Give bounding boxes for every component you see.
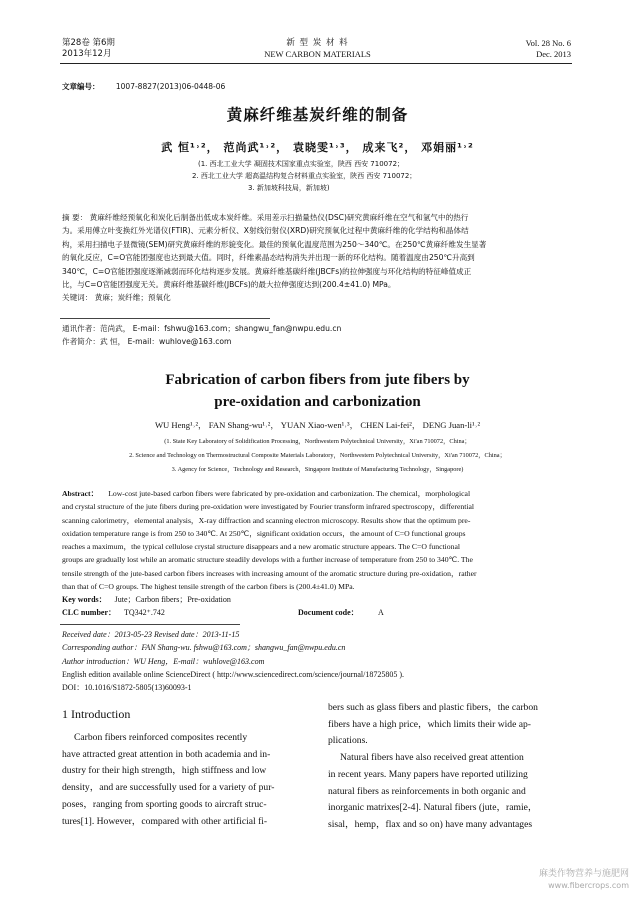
en-keywords: Jute；Carbon fibers；Pre-oxidation <box>114 595 231 604</box>
issue-line: 第28卷 第6期 <box>62 38 115 48</box>
intro-line: Natural fibers have also received great attention <box>328 752 524 764</box>
intro-line: fibers have a high price，which limits their wide ap- <box>328 718 532 730</box>
en-abstract-line: tensile strength of the jute-based carbon fibers increases with increasing amount of the aromatic structure during pre-oxidation，rather <box>62 568 477 578</box>
intro-line: natural fibers as reinforcements in both organic and <box>328 785 526 797</box>
en-meta-rule <box>60 624 240 625</box>
en-abstract-line: oxidation temperature range is from 250 to 340℃. At 250℃，significant oxidation occurs，the amount of C=O functional groups <box>62 528 466 538</box>
en-aff-1: (1. State Key Laboratory of Solidification Processing，Northwestern Polytechnical University，Xi'an 710072，China； <box>164 438 471 445</box>
cn-authors: 武 恒¹˒²， 范尚武¹˒²， 袁晓雯¹˒³， 成来飞²， 邓娟丽¹˒² <box>161 141 474 154</box>
cn-keywords: 关键词： 黄麻；炭纤维；预氧化 <box>62 293 171 303</box>
cn-author-intro: 作者简介：武 恒， E-mail：wuhlove@163.com <box>62 337 232 347</box>
en-abstract <box>62 487 578 593</box>
en-abstract-line: reaches a maximum，the typical cellulose crystal structure disappears and a new aromatic structure appears. The C=O functional <box>62 542 461 552</box>
intro-line: density，and are successfully used for a variety of pur- <box>62 782 275 794</box>
en-author-intro: Author introduction：WU Heng，E-mail：wuhlove@163.com <box>62 656 265 666</box>
intro-line: tures[1]. However，compared with other artificial fi- <box>62 815 268 827</box>
cn-aff-3: 3. 新加坡科技局，新加坡) <box>248 184 330 192</box>
cn-aff-1: (1. 西北工业大学 凝固技术国家重点实验室，陕西 西安 710072； <box>198 160 405 168</box>
en-meta <box>62 628 578 694</box>
journal-volume-en <box>526 38 571 60</box>
cn-contacts <box>62 322 578 349</box>
month-line: Dec. 2013 <box>536 49 571 59</box>
intro-line: inorganic matrixes[2-4]. Natural fibers (jute，ramie， <box>328 802 538 814</box>
received-dates: Received date：2013-05-23 Revised date：2013-11-15 <box>62 630 240 639</box>
cn-abstract-line: 摘 要： 黄麻纤维经预氧化和炭化后制备出低成本炭纤维。采用差示扫描量热仪(DSC)研究黄麻纤维在空气和氩气中的热行 <box>62 213 469 222</box>
en-abstract-line: Low-cost jute-based carbon fibers were fabricated by pre-oxidation and carbonization. The chemical，morphological <box>108 489 471 498</box>
intro-line: in recent years. Many papers have reported utilizing <box>328 768 528 780</box>
cn-abstract-line: 340℃，C=O官能团强度逐渐减弱而环化结构逐步发展。黄麻纤维基碳纤维(JBCFs)的拉伸强度与环化结构的特征峰值成正 <box>62 266 472 276</box>
en-keywords-block <box>62 593 578 620</box>
en-aff-2: 2. Science and Technology on Thermostructural Composite Materials Laboratory，Northwestern Polytechnical University，Xi'an 710072，China； <box>129 452 506 459</box>
cn-abstract-line: 构，采用扫描电子显微镜(SEM)研究黄麻纤维的形貌变化。最佳的预氧化温度范围为250～340℃。在250℃黄麻纤维发生显著 <box>62 239 487 249</box>
en-title-line2: pre-oxidation and carbonization <box>214 394 421 410</box>
doi: DOI：10.1016/S1872-5805(13)60093-1 <box>62 683 192 693</box>
doc-code-value: A <box>378 608 384 618</box>
cn-abstract-line: 为。采用傅立叶变换红外光谱仪(FTIR)、元素分析仪、X射线衍射仪(XRD)研究预氧化过程中黄麻纤维的化学结构和晶体结 <box>62 226 469 236</box>
date-line: 2013年12月 <box>62 49 112 59</box>
en-corresponding: Corresponding author：FAN Shang-wu. fshwu@163.com；shangwu_fan@nwpu.edu.cn <box>62 643 346 653</box>
article-number-value: 1007-8827(2013)06-0448-06 <box>115 82 226 91</box>
en-title-line1: Fabrication of carbon fibers from jute fibers by <box>165 372 470 388</box>
intro-left-column <box>62 730 312 830</box>
journal-name-en: NEW CARBON MATERIALS <box>264 49 371 59</box>
en-abstract-line: than that of C=O groups. The highest tensile strength of the carbon fibers is (200.4±41.0) MPa. <box>62 582 355 592</box>
cn-abstract-rule <box>60 318 270 319</box>
intro-line: sisal，hemp，flax and so on) have many advantages <box>328 818 533 830</box>
en-abstract-line: groups are gradually lost while an aromatic structure steadily develops with a further increase of temperature from 250 to 340℃. The <box>62 555 473 565</box>
cn-abstract <box>62 211 578 305</box>
en-title <box>0 369 635 413</box>
intro-line: bers such as glass fibers and plastic fibers，the carbon <box>328 702 538 713</box>
cn-corresponding: 通讯作者：范尚武， E-mail：fshwu@163.com；shangwu_fan@nwpu.edu.cn <box>62 324 342 333</box>
article-number <box>62 81 225 92</box>
cn-aff-2: 2. 西北工业大学 超高温结构复合材料重点实验室，陕西 西安 710072； <box>192 172 417 180</box>
intro-right-column <box>328 700 578 834</box>
cn-affiliations <box>192 158 417 194</box>
en-abstract-line: scanning calorimetry，elemental analysis，X-ray diffraction and scanning electron microscopy. Results show that the optimum pre- <box>62 515 471 525</box>
clc-value: TQ342⁺.742 <box>124 608 165 618</box>
en-aff-3: 3. Agency for Science，Technology and Research，Singapore Institute of Manufacturing Technology，Singapore) <box>171 466 464 473</box>
header-rule <box>60 63 572 64</box>
intro-line: plications. <box>328 735 368 747</box>
intro-line: dustry for their high strength，high stiffness and low <box>62 765 267 777</box>
watermark-cn: 麻类作物营养与施肥网 <box>538 869 629 879</box>
online-edition: English edition available online ScienceDirect ( http://www.sciencedirect.com/science/journal/18725805 ). <box>62 669 405 679</box>
en-abstract-line: and crystal structure of the jute fibers during pre-oxidation were investigated by Fourier transform infrared spectroscopy，differential <box>62 502 475 512</box>
doc-code-label: Document code： <box>298 608 359 618</box>
journal-name-cn: 新 型 炭 材 料 <box>286 38 349 48</box>
en-abstract-label: Abstract： <box>62 489 99 498</box>
cn-abstract-line: 的氧化反应，C=O官能团强度也达到最大值。同时，纤维素晶态结构消失并出现一新的环化结构。随着温度由250℃升高到 <box>62 253 475 263</box>
en-authors: WU Heng¹˒²， FAN Shang-wu¹˒²， YUAN Xiao-wen¹˒³， CHEN Lai-fei²， DENG Juan-li¹˒² <box>154 420 481 430</box>
intro-line: poses，ranging from sporting goods to aircraft struc- <box>62 798 267 810</box>
section-heading-introduction: 1 Introduction <box>62 707 131 721</box>
en-keywords-label: Key words： <box>62 595 107 604</box>
clc-label: CLC number： <box>62 608 117 618</box>
intro-line: Carbon fibers reinforced composites recently <box>62 732 248 743</box>
cn-title: 黄麻纤维基炭纤维的制备 <box>226 106 409 124</box>
article-number-label: 文章编号： <box>62 82 100 91</box>
intro-line: have attracted great attention in both academia and in- <box>62 748 271 760</box>
cn-abstract-line: 比，与C=O官能团强度无关。黄麻纤维基碳纤维(JBCFs)的最大拉伸强度达到(200.4±41.0) MPa。 <box>62 280 396 290</box>
watermark <box>539 868 629 892</box>
volume-line: Vol. 28 No. 6 <box>525 38 571 48</box>
watermark-url: www.fibercrops.com <box>548 881 629 890</box>
